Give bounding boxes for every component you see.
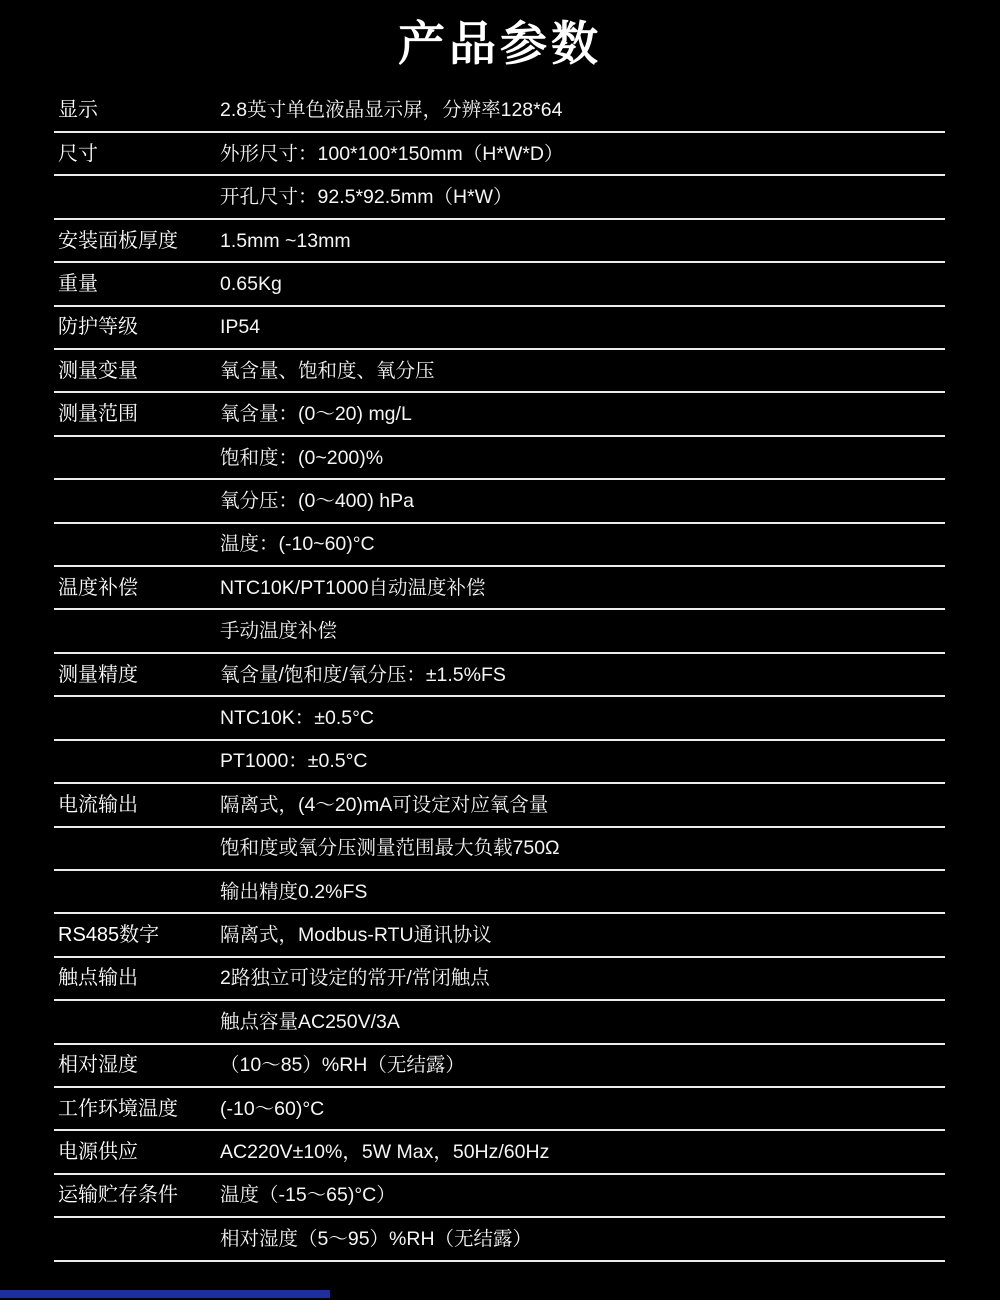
spec-label: 电源供应: [58, 1141, 138, 1164]
spec-label: RS485数字: [58, 924, 160, 947]
spec-row-display: [54, 90, 945, 133]
spec-row-accuracy-ntc10k: [54, 697, 945, 740]
spec-row-relative-humidity: [54, 1045, 945, 1088]
spec-value: 饱和度：(0~200)%: [220, 446, 384, 469]
spec-row-current-output-load: [54, 828, 945, 871]
spec-value: 2.8英寸单色液晶显示屏，分辨率128*64: [220, 99, 563, 122]
spec-row-operating-temperature: [54, 1088, 945, 1131]
bottom-accent-bar: [0, 1290, 330, 1298]
spec-row-power-supply: [54, 1131, 945, 1174]
spec-row-storage-humidity: [54, 1218, 945, 1261]
page-title: 产品参数: [398, 17, 602, 70]
spec-value: 氧含量/饱和度/氧分压：±1.5%FS: [220, 663, 506, 686]
spec-label: 电流输出: [58, 793, 138, 816]
spec-row-range-partial-pressure: [54, 480, 945, 523]
spec-row-contact-output: [54, 958, 945, 1001]
spec-value: (-10～60)°C: [220, 1097, 325, 1120]
spec-row-temp-compensation-manual: [54, 610, 945, 653]
spec-row-cutout-size: [54, 176, 945, 219]
spec-label: 重量: [58, 272, 98, 295]
spec-row-current-output-accuracy: [54, 871, 945, 914]
spec-row-accuracy-main: [54, 654, 945, 697]
spec-row-rs485: [54, 914, 945, 957]
spec-value: 饱和度或氧分压测量范围最大负载750Ω: [220, 837, 560, 860]
spec-value: IP54: [220, 316, 261, 339]
spec-label: 尺寸: [58, 142, 98, 165]
spec-label: 防护等级: [58, 316, 138, 339]
spec-label: 安装面板厚度: [58, 229, 178, 252]
spec-label: 显示: [58, 99, 98, 122]
spec-label: 测量精度: [58, 663, 138, 686]
spec-value: 氧含量：(0～20) mg/L: [220, 403, 412, 426]
spec-row-range-saturation: [54, 437, 945, 480]
spec-label: 温度补偿: [58, 576, 138, 599]
spec-value: 氧分压：(0～400) hPa: [220, 489, 414, 512]
spec-value: 输出精度0.2%FS: [220, 880, 368, 903]
spec-value: PT1000：±0.5°C: [220, 750, 368, 773]
spec-value: 隔离式，(4～20)mA可设定对应氧含量: [220, 793, 549, 816]
spec-row-contact-capacity: [54, 1001, 945, 1044]
spec-value: 外形尺寸：100*100*150mm（H*W*D）: [220, 142, 564, 165]
spec-value: 相对湿度（5～95）%RH（无结露）: [220, 1227, 533, 1250]
spec-value: （10～85）%RH（无结露）: [220, 1054, 465, 1077]
spec-value: 手动温度补偿: [220, 620, 338, 643]
spec-label: 工作环境温度: [58, 1097, 178, 1120]
spec-label: 运输贮存条件: [58, 1184, 178, 1207]
spec-row-weight: [54, 263, 945, 306]
spec-value: 隔离式，Modbus-RTU通讯协议: [220, 924, 492, 947]
spec-value: 触点容量AC250V/3A: [220, 1010, 400, 1033]
spec-value: AC220V±10%，5W Max，50Hz/60Hz: [220, 1141, 550, 1164]
spec-value: 0.65Kg: [220, 272, 282, 295]
spec-row-range-oxygen: [54, 393, 945, 436]
spec-value: 温度：(-10~60)°C: [220, 533, 375, 556]
spec-label: 触点输出: [58, 967, 138, 990]
spec-value: 氧含量、饱和度、氧分压: [220, 359, 435, 382]
spec-value: NTC10K/PT1000自动温度补偿: [220, 576, 486, 599]
spec-value: 1.5mm ~13mm: [220, 229, 351, 252]
spec-value: 温度（-15～65)°C）: [220, 1184, 396, 1207]
spec-label: 测量变量: [58, 359, 138, 382]
spec-row-storage-temperature: [54, 1175, 945, 1218]
spec-row-measured-variables: [54, 350, 945, 393]
spec-row-dimensions: [54, 133, 945, 176]
spec-value: 开孔尺寸：92.5*92.5mm（H*W）: [220, 186, 513, 209]
spec-value: 2路独立可设定的常开/常闭触点: [220, 967, 490, 990]
spec-label: 测量范围: [58, 403, 138, 426]
spec-row-current-output: [54, 784, 945, 827]
spec-row-range-temperature: [54, 524, 945, 567]
spec-row-protection-rating: [54, 307, 945, 350]
spec-row-panel-thickness: [54, 220, 945, 263]
spec-label: 相对湿度: [58, 1054, 138, 1077]
spec-row-temp-compensation-auto: [54, 567, 945, 610]
spec-table: [54, 90, 945, 1262]
spec-row-accuracy-pt1000: [54, 741, 945, 784]
spec-value: NTC10K：±0.5°C: [220, 706, 374, 729]
